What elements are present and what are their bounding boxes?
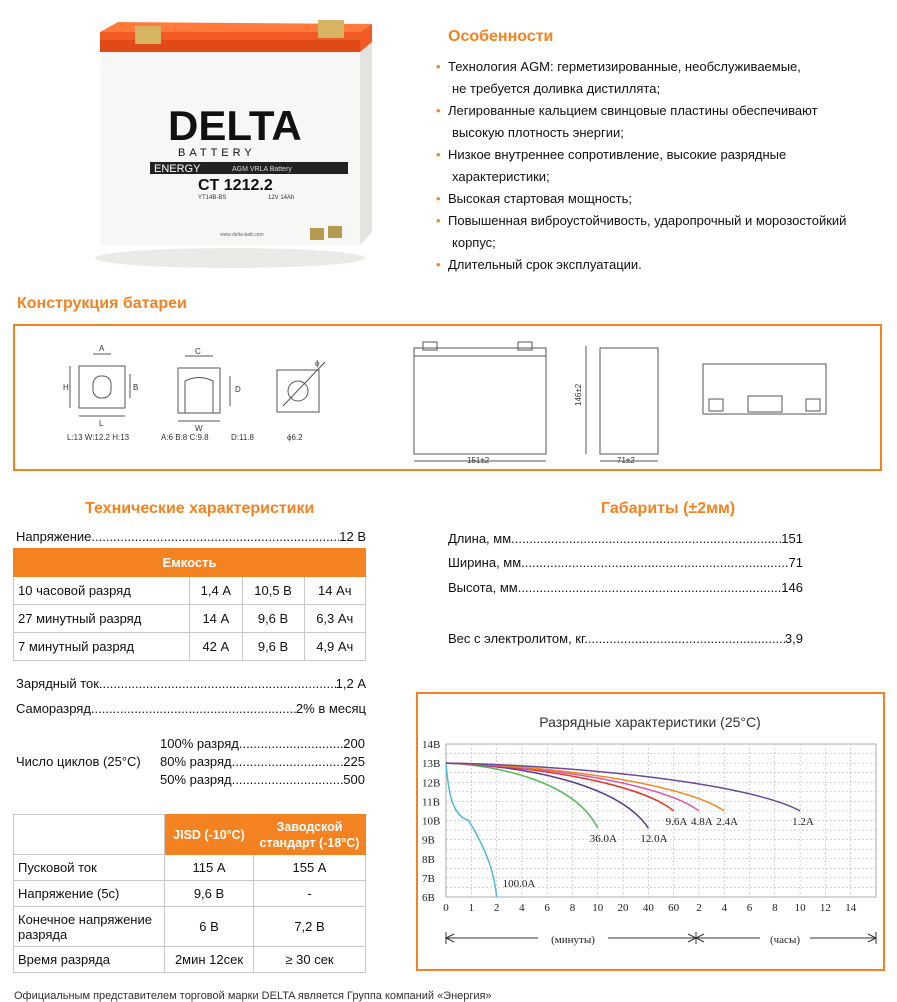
y-tick-label: 12В (422, 777, 441, 790)
table-row: Пусковой ток 115 А 155 А (14, 855, 366, 881)
feature-item: • Легированные кальцием свинцовые пластины обеспечивают высокую плотность энергии; (436, 100, 886, 144)
x-tick-label: 60 (668, 902, 680, 914)
series-label: 1.2A (792, 815, 814, 828)
features-title: Особенности (448, 28, 554, 45)
svg-text:12V 14Ah: 12V 14Ah (268, 195, 295, 201)
table-row: Напряжение (5с) 9,6 В - (14, 881, 366, 907)
x-tick-label: 12 (819, 902, 831, 914)
table-row: 10 часовой разряд 1,4 А 10,5 В 14 Ач (14, 577, 366, 605)
feature-item: • Повышенная виброустойчивость, ударопрочный и морозостойкий корпус; (436, 210, 886, 254)
x-tick-label: 8 (569, 902, 576, 914)
y-tick-label: 9В (422, 834, 435, 847)
voltage-row: Напряжение ..... 12 В (16, 529, 366, 545)
charge-current-row: Зарядный ток ..... 1,2 А (16, 676, 366, 692)
y-tick-label: 6В (422, 892, 435, 904)
table-row: Время разряда 2мин 12сек ≥ 30 сек (14, 947, 366, 973)
battery-image (60, 0, 390, 275)
brand-logo: DELTA (168, 102, 302, 149)
x-tick-label: 10 (794, 902, 806, 914)
series-label: 9.6A (665, 815, 688, 828)
x-tick-label: 0 (443, 902, 449, 914)
construction-title: Конструкция батареи (17, 295, 187, 312)
series-label: 36.0A (589, 833, 617, 846)
svg-text:71±2: 71±2 (617, 456, 635, 465)
dimensions-title: Габариты (±2мм) (601, 500, 736, 517)
cycles-label: Число циклов (25°С) (16, 754, 141, 769)
model-label: CT 1212.2 (198, 177, 273, 194)
x-tick-label: 1 (468, 902, 475, 914)
capacity-table (13, 548, 366, 661)
svg-text:L:13 W:12.2 H:13: L:13 W:12.2 H:13 (67, 433, 130, 442)
svg-text:W: W (195, 424, 203, 433)
dimension-row: Вес с электролитом, кг. ..... 3,9 (448, 631, 803, 647)
series-label: 2.4A (716, 815, 738, 828)
svg-text:ENERGY: ENERGY (154, 163, 201, 175)
svg-text:ϕ: ϕ (315, 359, 320, 368)
jisd-header: JISD (-10°C) (165, 815, 254, 855)
feature-item: • Низкое внутреннее сопротивление, высокие разрядные характеристики; (436, 144, 886, 188)
feature-item: • Технология AGM: герметизированные, необслуживаемые, не требуется доливка дистиллята; (436, 56, 886, 100)
feature-item: • Длительный срок эксплуатации. (436, 254, 886, 276)
dimension-row: Длина, мм. ..... 151 (448, 531, 803, 547)
y-tick-label: 8В (422, 853, 435, 866)
svg-text:A: A (99, 344, 105, 353)
series-label: 12.0A (640, 833, 668, 846)
y-tick-label: 10В (422, 815, 441, 828)
svg-text:AGM VRLA Battery: AGM VRLA Battery (232, 166, 292, 173)
cycles-row: 100% разряд ..... 200 (160, 736, 365, 752)
construction-drawings (15, 326, 880, 469)
svg-text:L: L (99, 419, 104, 428)
x-tick-label: 10 (592, 902, 604, 914)
brand-sub: BATTERY (178, 147, 256, 159)
svg-text:151±2: 151±2 (467, 456, 490, 465)
svg-text:www.delta-batt.com: www.delta-batt.com (220, 232, 264, 238)
self-discharge-row: Саморазряд ..... 2% в месяц (16, 701, 366, 717)
x-tick-label: 2 (696, 902, 702, 914)
svg-text:ϕ6.2: ϕ6.2 (287, 433, 303, 442)
capacity-header: Емкость (14, 549, 366, 577)
dimension-row: Ширина, мм. ..... 71 (448, 555, 803, 571)
table-row: Конечное напряжение разряда 6 В 7,2 В (14, 907, 366, 947)
start-table (13, 814, 366, 973)
x-tick-label: 6 (544, 902, 550, 914)
x-tick-label: 20 (617, 902, 629, 914)
series-label: 100.0A (502, 878, 536, 890)
features-list (436, 56, 886, 276)
x-tick-label: 4 (519, 902, 525, 914)
y-tick-label: 11В (422, 796, 440, 809)
table-row: 27 минутный разряд 14 А 9,6 В 6,3 Ач (14, 605, 366, 633)
cycles-row: 50% разряд ..... 500 (160, 772, 365, 788)
svg-text:D: D (235, 385, 241, 394)
svg-text:146±2: 146±2 (574, 383, 583, 406)
discharge-chart (418, 694, 883, 969)
x-label-minutes: (минуты) (551, 934, 595, 946)
x-tick-label: 40 (642, 902, 654, 914)
feature-item: • Высокая стартовая мощность; (436, 188, 886, 210)
y-tick-label: 13В (422, 758, 441, 771)
footer-text: Официальным представителем торговой марки DELTA является Группа компаний «Энергия» (14, 990, 492, 1002)
tech-title: Технические характеристики (85, 500, 315, 517)
x-tick-label: 6 (746, 902, 753, 914)
svg-text:C: C (195, 347, 201, 356)
x-tick-label: 14 (845, 902, 857, 914)
svg-text:A:6 B:8 C:9.8: A:6 B:8 C:9.8 (161, 433, 209, 442)
svg-text:H: H (63, 383, 69, 392)
svg-text:YT14B-BS: YT14B-BS (198, 195, 227, 201)
x-tick-label: 8 (772, 902, 778, 914)
x-tick-label: 2 (493, 902, 500, 914)
x-tick-label: 4 (721, 902, 727, 914)
chart-title: Разрядные характеристики (25°C) (539, 714, 761, 730)
svg-text:B: B (133, 383, 139, 392)
x-label-hours: (часы) (769, 934, 801, 946)
y-tick-label: 14В (422, 739, 441, 751)
svg-text:D:11.8: D:11.8 (231, 433, 254, 442)
dimension-row: Высота, мм. ..... 146 (448, 580, 803, 596)
factory-header: Заводской стандарт (-18°C) (254, 815, 366, 855)
y-tick-label: 7В (422, 872, 435, 885)
series-label: 4.8A (690, 815, 713, 828)
cycles-row: 80% разряд ..... 225 (160, 754, 365, 770)
table-row: 7 минутный разряд 42 А 9,6 В 4,9 Ач (14, 633, 366, 661)
